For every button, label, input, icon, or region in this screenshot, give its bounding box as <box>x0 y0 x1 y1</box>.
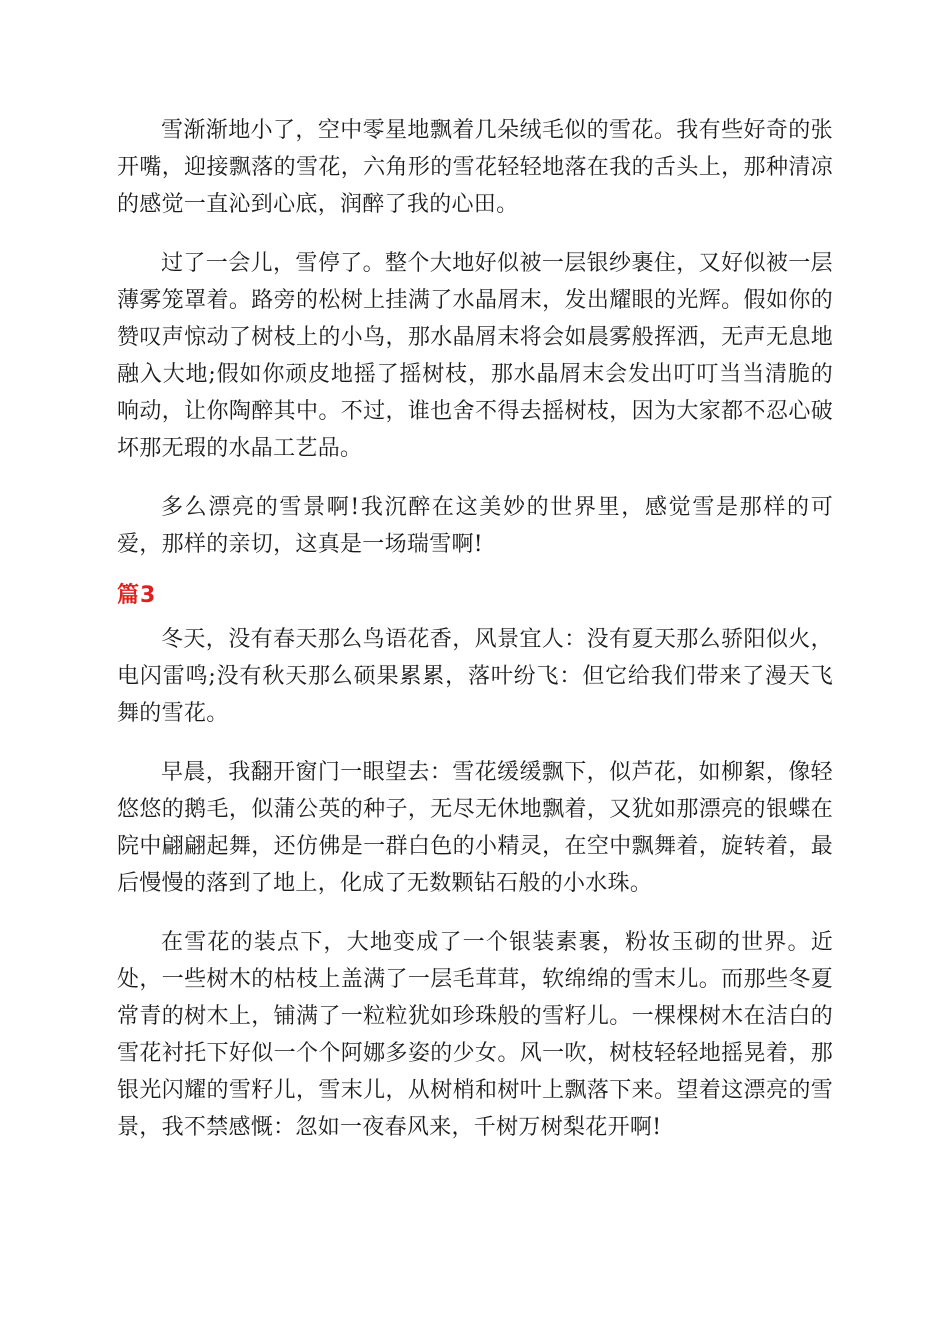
paragraph: 过了一会儿，雪停了。整个大地好似被一层银纱裹住，又好似被一层薄雾笼罩着。路旁的松树上挂满了水晶屑末，发出耀眼的光辉。假如你的赞叹声惊动了树枝上的小鸟，那水晶屑末将会如晨雾般挥洒，无声无息地融入大地;假如你顽皮地摇了摇树枝，那水晶屑末会发出叮叮当当清脆的响动，让你陶醉其中。不过，谁也舍不得去摇树枝，因为大家都不忍心破坏那无瑕的水晶工艺品。 <box>117 251 833 461</box>
section-heading: 篇3 <box>117 583 157 608</box>
paragraph-gap <box>117 467 833 489</box>
paragraph-gap <box>117 732 833 754</box>
heading-gap <box>117 563 833 581</box>
paragraph-gap <box>117 902 833 924</box>
paragraph: 多么漂亮的雪景啊!我沉醉在这美妙的世界里，感觉雪是那样的可爱，那样的亲切，这真是一场瑞雪啊! <box>117 495 833 557</box>
paragraph: 早晨，我翻开窗门一眼望去：雪花缓缓飘下，似芦花，如柳絮，像轻悠悠的鹅毛，似蒲公英的种子，无尽无休地飘着，又犹如那漂亮的银蝶在院中翩翩起舞，还仿佛是一群白色的小精灵，在空中飘舞着，旋转着，最后慢慢的落到了地上，化成了无数颗钻石般的小水珠。 <box>117 760 833 896</box>
paragraph: 冬天，没有春天那么鸟语花香，风景宜人：没有夏天那么骄阳似火，电闪雷鸣;没有秋天那么硕果累累，落叶纷飞：但它给我们带来了漫天飞舞的雪花。 <box>117 627 833 726</box>
heading-gap <box>117 611 833 621</box>
paragraph-gap <box>117 223 833 245</box>
document-page <box>117 112 833 1146</box>
paragraph: 在雪花的装点下，大地变成了一个银装素裹，粉妆玉砌的世界。近处，一些树木的枯枝上盖满了一层毛茸茸，软绵绵的雪末儿。而那些冬夏常青的树木上，铺满了一粒粒犹如珍珠般的雪籽儿。一棵棵树木在洁白的雪花衬托下好似一个个阿娜多姿的少女。风一吹，树枝轻轻地摇晃着，那银光闪耀的雪籽儿，雪末儿，从树梢和树叶上飘落下来。望着这漂亮的雪景，我不禁感慨：忽如一夜春风来，千树万树梨花开啊! <box>117 930 833 1140</box>
paragraph: 雪渐渐地小了，空中零星地飘着几朵绒毛似的雪花。我有些好奇的张开嘴，迎接飘落的雪花，六角形的雪花轻轻地落在我的舌头上，那种清凉的感觉一直沁到心底，润醉了我的心田。 <box>117 118 833 217</box>
